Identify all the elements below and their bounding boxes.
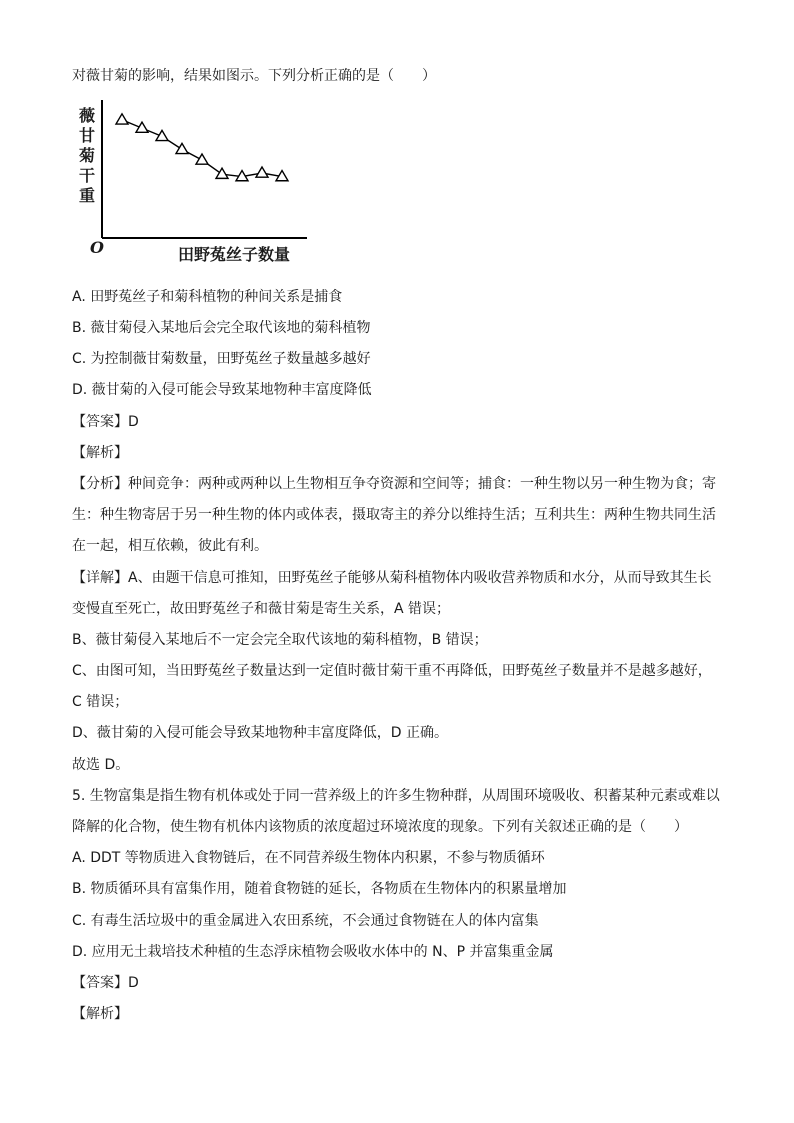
q4-detail-line: C 错误； — [72, 694, 129, 710]
chart-data-point — [176, 143, 188, 153]
q4-analysis-heading: 【解析】 — [72, 445, 128, 461]
chart-data-point — [116, 114, 128, 124]
q4-detail-line: 【详解】A、由题干信息可推知，田野菟丝子能够从菊科植物体内吸收营养物质和水分，从而导致其生长 — [72, 570, 712, 586]
q5-option-d: D. 应用无土栽培技术种植的生态浮床植物会吸收水体中的 N、P 并富集重金属 — [72, 944, 554, 960]
q5-option-c: C. 有毒生活垃圾中的重金属进入农田系统，不会通过食物链在人的体内富集 — [72, 913, 539, 929]
q5-option-b: B. 物质循环具有富集作用，随着食物链的延长，各物质在生物体内的积累量增加 — [72, 881, 567, 897]
q4-detail-line: D、薇甘菊的入侵可能会导致某地物种丰富度降低，D 正确。 — [72, 725, 449, 741]
chart-origin-label: O — [90, 238, 104, 257]
chart-data-point — [196, 154, 208, 164]
q4-option-c: C. 为控制薇甘菊数量，田野菟丝子数量越多越好 — [72, 351, 371, 367]
chart-figure — [72, 100, 312, 270]
q4-analysis-line: 在一起，相互依赖，彼此有利。 — [72, 538, 268, 554]
chart-data-point — [216, 168, 228, 178]
question-4-stem: 对薇甘菊的影响，结果如图示。下列分析正确的是（ ） — [72, 68, 436, 84]
q4-analysis-line: 【分析】种间竞争：两种或两种以上生物相互争夺资源和空间等；捕食：一种生物以另一种生物为食；寄 — [72, 476, 716, 492]
q4-detail-line: 故选 D。 — [72, 757, 130, 773]
q4-detail-line: B、薇甘菊侵入某地后不一定会完全取代该地的菊科植物，B 错误； — [72, 632, 488, 648]
chart-data-point — [256, 167, 268, 177]
q4-option-a: A. 田野菟丝子和菊科植物的种间关系是捕食 — [72, 289, 343, 305]
q4-option-b: B. 薇甘菊侵入某地后会完全取代该地的菊科植物 — [72, 320, 371, 336]
q5-stem-line: 降解的化合物，使生物有机体内该物质的浓度超过环境浓度的现象。下列有关叙述正确的是（ ） — [72, 819, 688, 835]
chart-x-axis-label: 田野菟丝子数量 — [178, 245, 291, 264]
q5-option-a: A. DDT 等物质进入食物链后，在不同营养级生物体内积累，不参与物质循环 — [72, 850, 545, 866]
chart-data-point — [136, 122, 148, 132]
chart-data-point — [156, 130, 168, 140]
q4-option-d: D. 薇甘菊的入侵可能会导致某地物种丰富度降低 — [72, 382, 372, 398]
q4-analysis-line: 生：种生物寄居于另一种生物的体内或体表，摄取寄主的养分以维持生活；互利共生：两种生物共同生活 — [72, 507, 716, 523]
q5-answer: 【答案】D — [72, 975, 139, 991]
q4-answer: 【答案】D — [72, 414, 139, 430]
chart-y-axis-label: 薇甘菊干重 — [78, 106, 95, 205]
q5-analysis-heading: 【解析】 — [72, 1006, 128, 1022]
q5-stem-line: 5. 生物富集是指生物有机体或处于同一营养级上的许多生物种群，从周围环境吸收、积蓄某种元素或难以 — [72, 788, 720, 804]
q4-detail-line: C、由图可知，当田野菟丝子数量达到一定值时薇甘菊干重不再降低，田野菟丝子数量并不是越多越好， — [72, 663, 712, 679]
q4-detail-line: 变慢直至死亡，故田野菟丝子和薇甘菊是寄生关系，A 错误； — [72, 601, 451, 617]
